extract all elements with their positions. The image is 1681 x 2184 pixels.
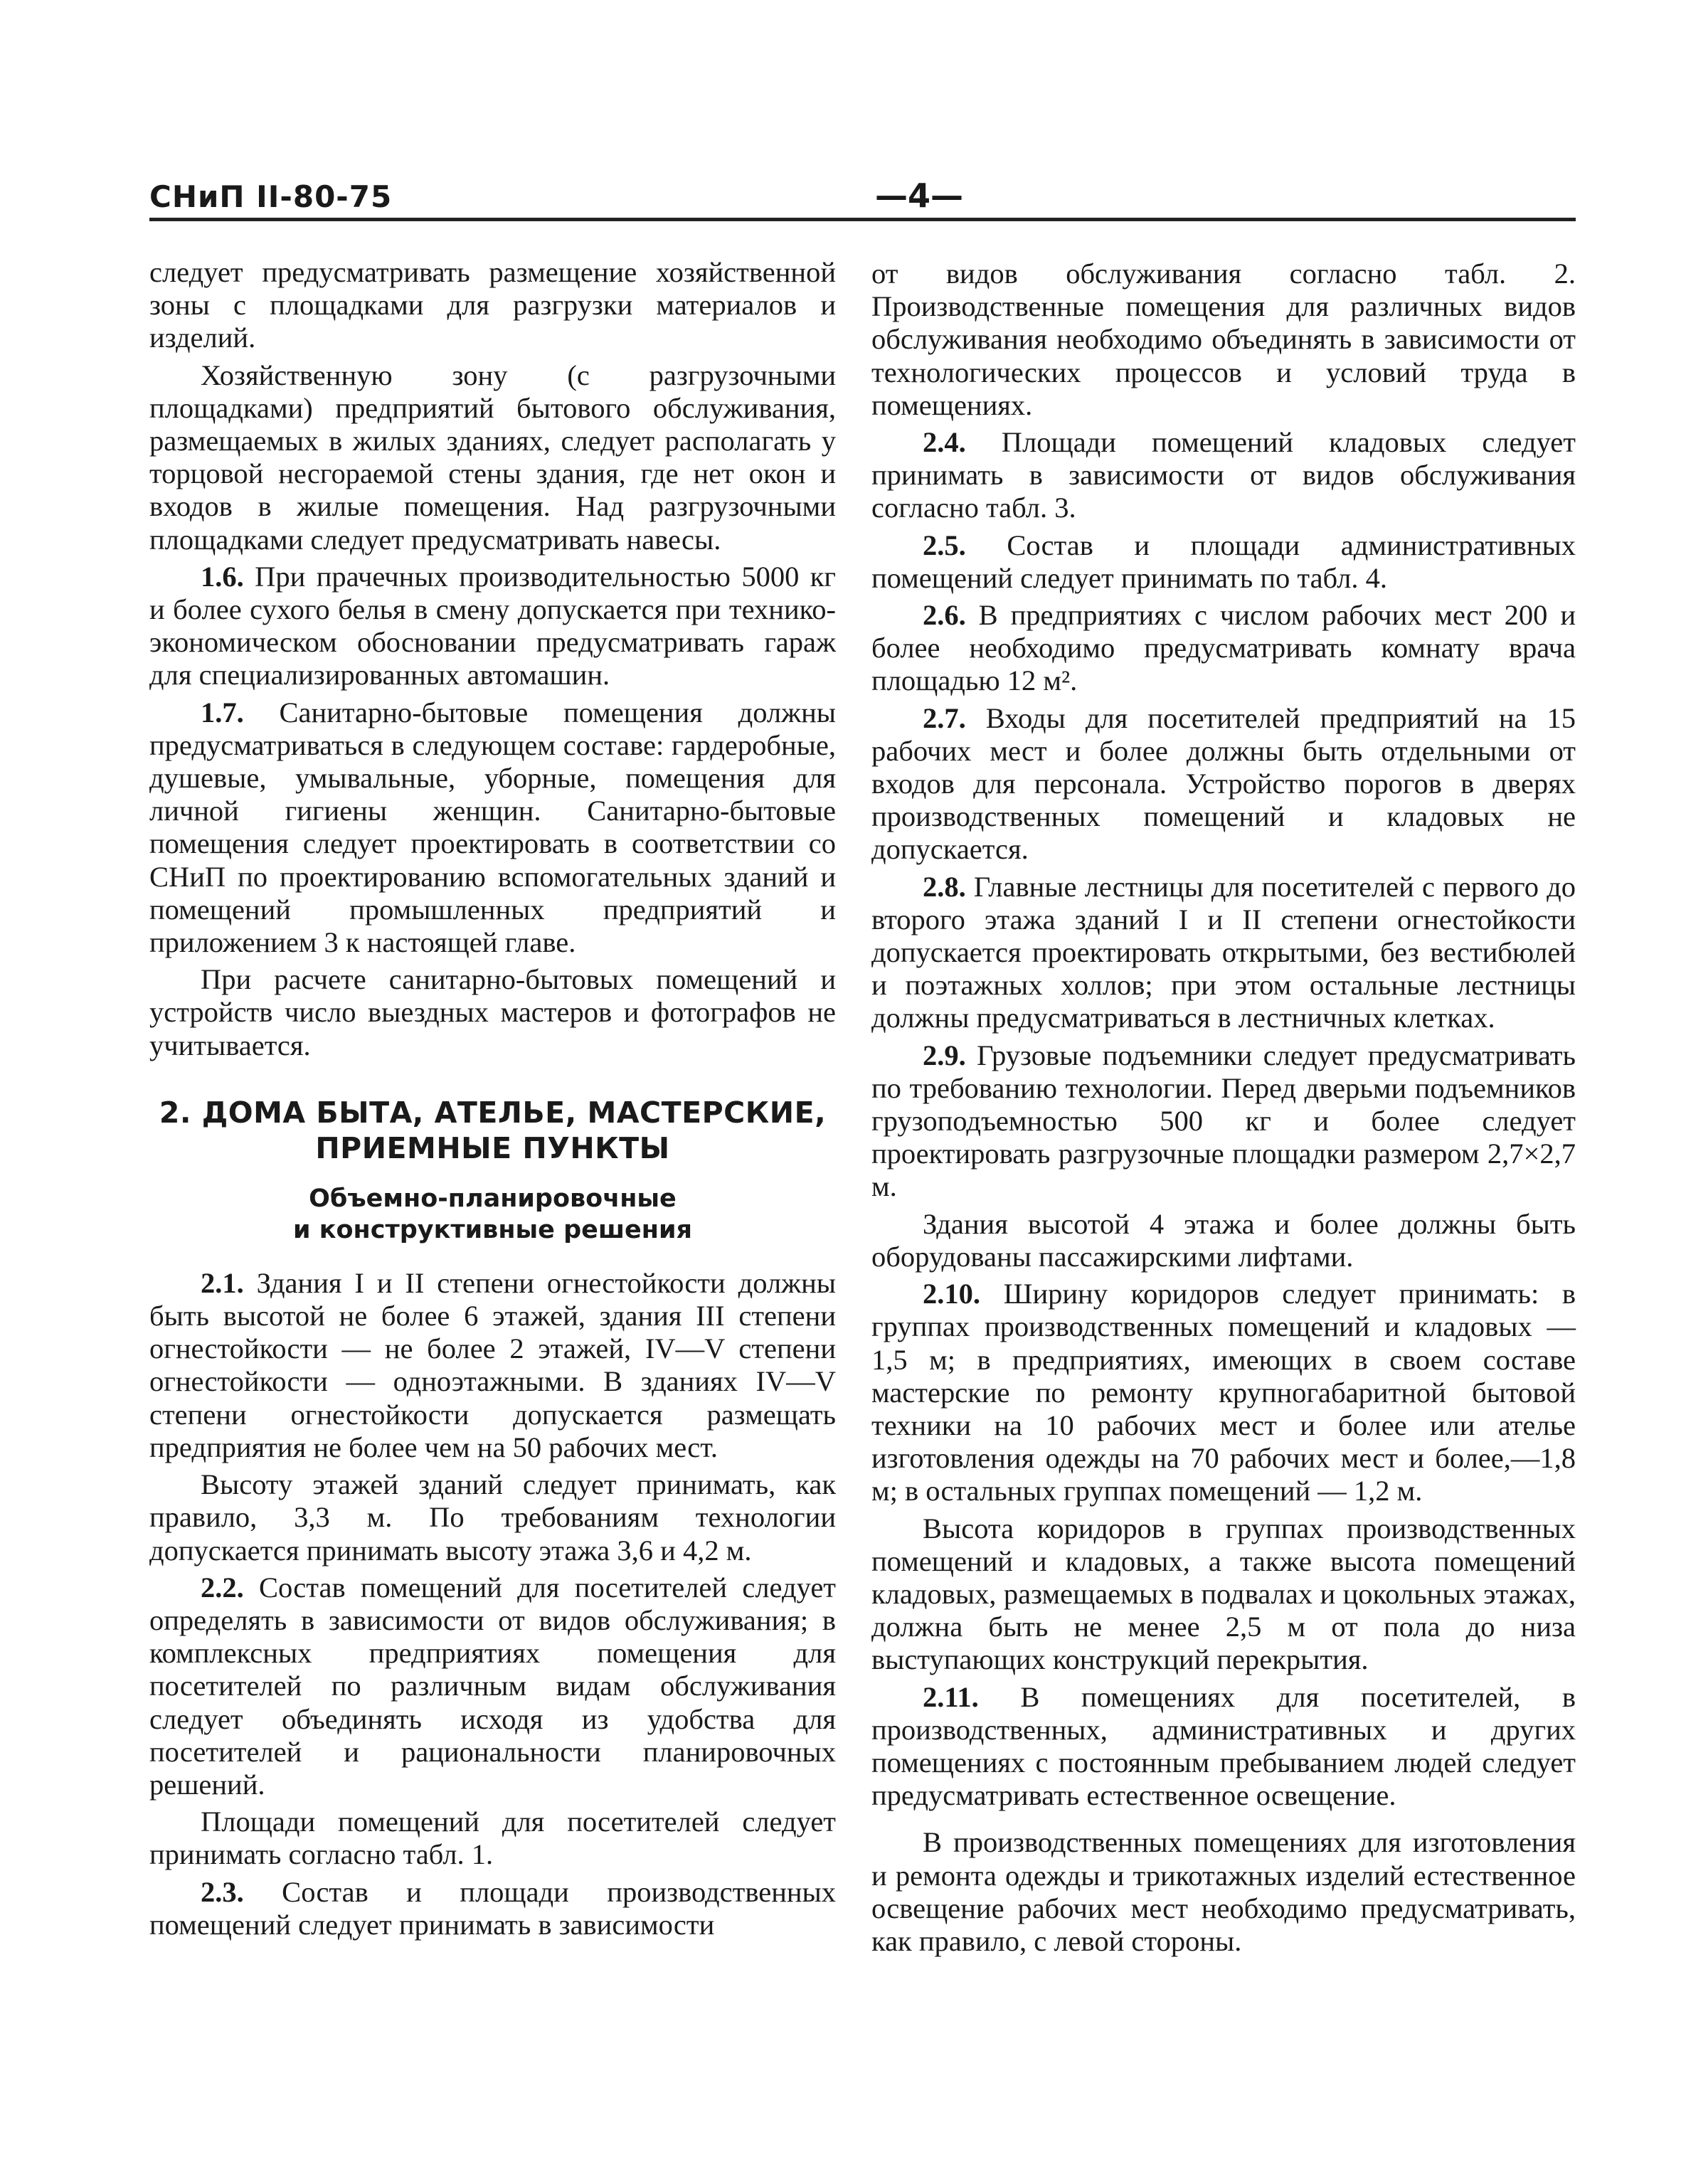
clause-text: Здания I и II степени огнестойкости должны быть высотой не более 6 этажей, здания III степени огнестойкости — не более 2 этажей, IV—V степени огнестойкости — одноэтажными. В зданиях IV—V степени огнестойкости допускается размещать предприятия не более чем на 50 рабочих мест. — [149, 1266, 836, 1463]
section-title — [149, 1095, 836, 1166]
clause-number: 2.5. — [923, 529, 966, 561]
clause-number: 2.1. — [201, 1266, 244, 1299]
clause-text: Состав и площади административных помещений следует принимать по табл. 4. — [871, 529, 1576, 594]
section-title-line: 2. ДОМА БЫТА, АТЕЛЬЕ, МАСТЕРСКИЕ, — [159, 1095, 827, 1130]
clause-text: Грузовые подъемники следует предусматривать по требованию технологии. Перед дверьми подъемников грузоподъемностью 500 кг и более следует проектировать разгрузочные площадки размером 2,7×2,7 м. — [871, 1039, 1576, 1203]
paragraph: При расчете санитарно-бытовых помещений и устройств число выездных мастеров и фотографов не учитывается. — [149, 963, 836, 1061]
clause-text: Входы для посетителей предприятий на 15 рабочих мест и более должны быть отдельными от входов для персонала. Устройство порогов в дверях производственных помещений и кладовых не допускается. — [871, 701, 1576, 866]
clause-text: В предприятиях с числом рабочих мест 200 и более необходимо предусматривать комнату врача площадью 12 м². — [871, 599, 1576, 697]
paragraph-2-3 — [149, 1876, 836, 1941]
paragraph: В производственных помещениях для изготовления и ремонта одежды и трикотажных изделий естественное освещение рабочих мест необходимо предусматривать, как правило, с левой стороны. — [871, 1826, 1576, 1957]
clause-text: Санитарно-бытовые помещения должны предусматриваться в следующем составе: гардеробные, душевые, умывальные, уборные, помещения для личной гигиены женщин. Санитарно-бытовые помещения следует проектировать в соответствии со СНиП по проектированию вспомогательных зданий и помещений промышленных предприятий и приложением 3 к настоящей главе. — [149, 696, 836, 959]
paragraph-2-4 — [871, 426, 1576, 525]
clause-text: При прачечных производительностью 5000 кг и более сухого белья в смену допускается при технико-экономическом обосновании предусматривать гараж для специализированных автомашин. — [149, 560, 836, 691]
clause-text: В помещениях для посетителей, в производственных, административных и других помещениях с постоянным пребыванием людей следует предусматривать естественное освещение. — [871, 1680, 1576, 1812]
subsection-title-line: Объемно-планировочные — [309, 1184, 677, 1213]
paragraph-1-6 — [149, 561, 836, 692]
subsection-title — [149, 1183, 836, 1246]
paragraph-2-5 — [871, 529, 1576, 595]
paragraph: Здания высотой 4 этажа и более должны быть оборудованы пассажирскими лифтами. — [871, 1207, 1576, 1273]
paragraph: Площади помещений для посетителей следует принимать согласно табл. 1. — [149, 1806, 836, 1871]
clause-text: Ширину коридоров следует принимать: в группах производственных помещений и кладовых — 1,5 м; в предприятиях, имеющих в своем составе мастерские по ремонту крупногабаритной бытовой техники на 10 рабочих мест и более или ателье изготовления одежды на 70 рабочих мест и более,—1,8 м; в остальных группах помещений — 1,2 м. — [871, 1278, 1576, 1507]
clause-number: 2.4. — [923, 426, 966, 459]
paragraph: следует предусматривать размещение хозяйственной зоны с площадками для разгрузки материалов и изделий. — [149, 256, 836, 354]
clause-number: 2.6. — [923, 599, 966, 632]
clause-text: Состав помещений для посетителей следует определять в зависимости от видов обслуживания; в комплексных предприятиях помещения для посетителей по различным видам обслуживания следует объединять исходя из удобства для посетителей и рациональности планировочных решений. — [149, 1571, 836, 1801]
paragraph: Хозяйственную зону (с разгрузочными площадками) предприятий бытового обслуживания, размещаемых в жилых зданиях, следует располагать у торцовой несгораемой стены здания, где нет окон и входов в жилые помещения. Над разгрузочными площадками следует предусматривать навесы. — [149, 359, 836, 556]
paragraph-2-8 — [871, 871, 1576, 1035]
paragraph-1-7 — [149, 696, 836, 960]
paragraph: Высота коридоров в группах производственных помещений и кладовых, а также высота помещений кладовых, размещаемых в подвалах и цокольных этажах, должна быть не менее 2,5 м от пола до низа выступающих конструкций перекрытия. — [871, 1512, 1576, 1676]
page-header — [149, 175, 1576, 221]
clause-number: 2.8. — [923, 870, 966, 903]
paragraph-2-2 — [149, 1571, 836, 1801]
clause-number: 1.7. — [201, 696, 244, 728]
clause-number: 2.7. — [923, 701, 966, 734]
paragraph: Высоту этажей зданий следует принимать, как правило, 3,3 м. По требованиям технологии допускается принимать высоту этажа 3,6 и 4,2 м. — [149, 1468, 836, 1567]
clause-number: 2.9. — [923, 1039, 966, 1071]
clause-number: 1.6. — [201, 560, 244, 593]
paragraph: от видов обслуживания согласно табл. 2. Производственные помещения для различных видов обслуживания необходимо объединять в зависимости от технологических процессов и условий труда в помещениях. — [871, 258, 1576, 421]
clause-number: 2.3. — [201, 1875, 244, 1908]
subsection-title-line: и конструктивные решения — [293, 1215, 692, 1244]
paragraph-2-7 — [871, 702, 1576, 866]
clause-text: Площади помещений кладовых следует принимать в зависимости от видов обслуживания согласно табл. 3. — [871, 426, 1576, 524]
paragraph-2-10 — [871, 1278, 1576, 1507]
spacer — [871, 1816, 1576, 1826]
section-title-line: ПРИЕМНЫЕ ПУНКТЫ — [315, 1130, 670, 1165]
clause-text: Состав и площади производственных помещений следует принимать в зависимости — [149, 1875, 836, 1941]
paragraph-2-11 — [871, 1681, 1576, 1813]
clause-number: 2.10. — [923, 1278, 980, 1310]
paragraph-2-9 — [871, 1039, 1576, 1204]
document-code: СНиП II-80-75 — [149, 179, 393, 214]
left-column — [149, 256, 836, 1946]
paragraph-2-1 — [149, 1267, 836, 1464]
header-rule — [149, 218, 1576, 221]
clause-number: 2.11. — [923, 1680, 979, 1713]
clause-text: Главные лестницы для посетителей с первого до второго этажа зданий I и II степени огнестойкости допускается проектировать открытыми, без вестибюлей и поэтажных холлов; при этом остальные лестницы должны предусматриваться в лестничных клетках. — [871, 870, 1576, 1034]
paragraph-2-6 — [871, 599, 1576, 698]
clause-number: 2.2. — [201, 1571, 244, 1603]
page-number: —4— — [875, 176, 964, 215]
right-column — [871, 258, 1576, 1962]
